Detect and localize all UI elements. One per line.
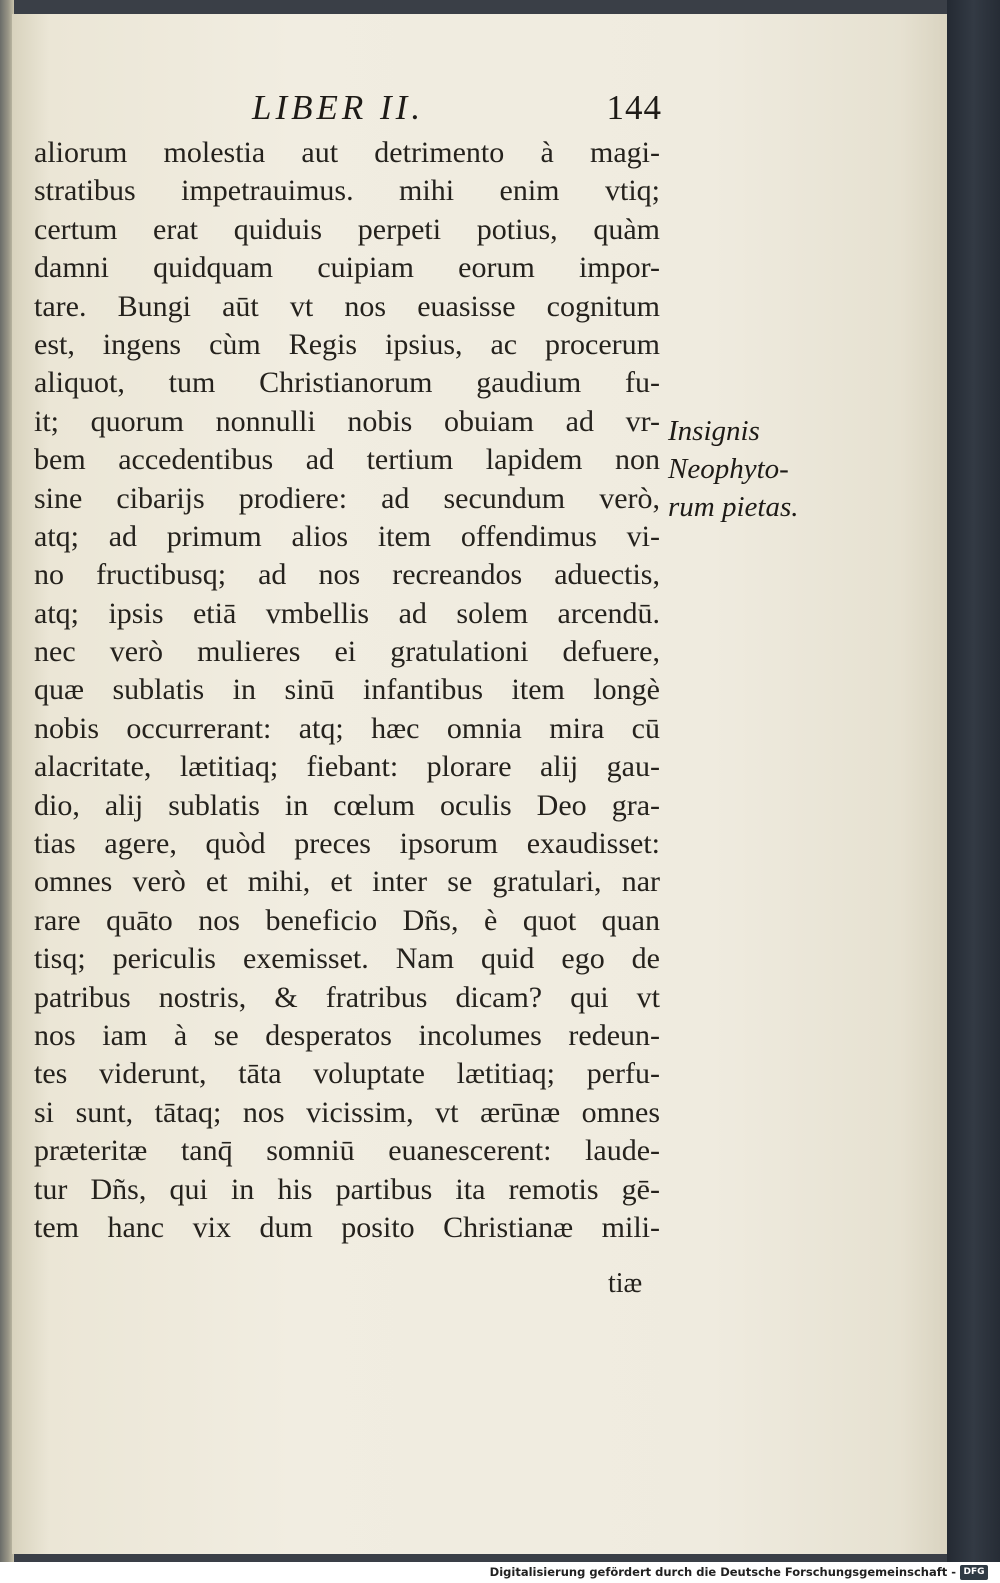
- text-line: nec verò mulieres ei gratulationi defuere,: [34, 635, 660, 669]
- text-line: rare quāto nos beneficio Dñs, è quot quan: [34, 903, 660, 937]
- text-line: præteritæ tanq̄ somniū euanescerent: laude-: [34, 1134, 660, 1168]
- body-text: [34, 134, 660, 1247]
- text-line: nobis occurrerant: atq; hæc omnia mira cū: [34, 711, 660, 745]
- text-line: stratibus impetrauimus. mihi enim vtiq;: [34, 174, 660, 208]
- text-line: it; quorum nonnulli nobis obuiam ad vr-: [34, 404, 660, 438]
- text-line: alacritate, lætitiaq; fiebant: plorare alij gau-: [34, 750, 660, 784]
- text-line: tisq; periculis exemisset. Nam quid ego de: [34, 942, 660, 976]
- text-line: aliorum molestia aut detrimento à magi-: [34, 136, 660, 169]
- digitization-credit: Digitalisierung gefördert durch die Deutsche Forschungsgemeinschaft -: [489, 1565, 956, 1579]
- text-line: tare. Bungi aūt vt nos euasisse cognitum: [34, 289, 660, 323]
- text-line: dio, alij sublatis in cœlum oculis Deo gra-: [34, 788, 660, 822]
- text-line: est, ingens cùm Regis ipsius, ac procerum: [34, 327, 660, 361]
- dfg-logo-icon: DFG: [960, 1565, 988, 1580]
- running-head: [252, 88, 662, 128]
- text-line: damni quidquam cuipiam eorum impor-: [34, 251, 660, 285]
- marginal-note: [668, 412, 818, 526]
- text-line: sine cibarijs prodiere: ad secundum verò,: [34, 481, 660, 515]
- text-line: atq; ad primum alios item offendimus vi-: [34, 519, 660, 553]
- text-line: nos iam à se desperatos incolumes redeun-: [34, 1018, 660, 1052]
- text-line: tias agere, quòd preces ipsorum exaudisset:: [34, 827, 660, 861]
- marginal-note-line: Neophyto-: [668, 453, 789, 485]
- text-line: tur Dñs, qui in his partibus ita remotis gē-: [34, 1172, 660, 1206]
- page-number: 144: [606, 88, 662, 127]
- text-line: certum erat quiduis perpeti potius, quàm: [34, 212, 660, 246]
- text-line: atq; ipsis etiā vmbellis ad solem arcendū.: [34, 596, 660, 630]
- marginal-note-line: Insignis: [668, 415, 760, 447]
- text-line: bem accedentibus ad tertium lapidem non: [34, 443, 660, 477]
- marginal-note-line: rum pietas.: [668, 491, 799, 523]
- text-line: tes viderunt, tāta voluptate lætitiaq; perfu-: [34, 1057, 660, 1091]
- text-line: aliquot, tum Christianorum gaudium fu-: [34, 366, 660, 400]
- text-line: si sunt, tātaq; nos vicissim, vt ærūnæ omnes: [34, 1095, 660, 1129]
- text-line: omnes verò et mihi, et inter se gratulari, nar: [34, 865, 660, 899]
- text-line: tem hanc vix dum posito Christianæ mili-: [34, 1210, 660, 1244]
- catchword: tiæ: [608, 1268, 643, 1299]
- running-head-title: LIBER II.: [252, 88, 425, 127]
- text-line: no fructibusq; ad nos recreandos aduectis,: [34, 558, 660, 592]
- text-line: patribus nostris, & fratribus dicam? qui vt: [34, 980, 660, 1014]
- text-line: quæ sublatis in sinū infantibus item longè: [34, 673, 660, 707]
- scanner-backdrop: [947, 0, 1000, 1562]
